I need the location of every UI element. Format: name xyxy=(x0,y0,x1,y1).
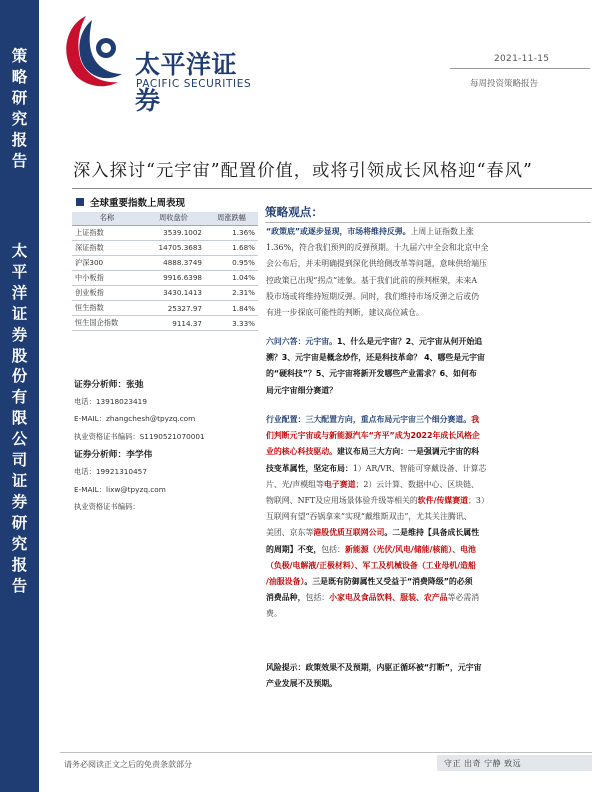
table-cell: 3430.1413 xyxy=(142,285,205,300)
sidebar-char: 公 xyxy=(11,430,28,449)
sidebar-char: 报 xyxy=(11,555,28,574)
table-cell: 1.36% xyxy=(205,225,258,240)
table-cell: 沪深300 xyxy=(72,255,142,270)
paragraph-lead: “政策底”或逐步显现，市场将维持反弹。 xyxy=(266,227,411,236)
table-cell: 25327.97 xyxy=(142,300,205,315)
sidebar-char: 报 xyxy=(11,131,28,149)
sidebar-char: 告 xyxy=(11,576,28,595)
title-divider xyxy=(72,188,592,189)
table-header-row xyxy=(72,212,258,225)
table-cell: 0.95% xyxy=(205,255,258,270)
logo-mark-icon xyxy=(62,12,132,96)
footer-motto: 守正 出奇 宁静 致远 xyxy=(444,759,522,768)
table-cell: 14705.3683 xyxy=(142,240,205,255)
sidebar-char: 平 xyxy=(11,262,28,281)
sidebar-char: 限 xyxy=(11,409,28,428)
index-table xyxy=(72,212,258,331)
analyst-1-phone: 电话：13918023419 xyxy=(74,397,147,406)
table-row xyxy=(72,316,258,331)
table-cell: 1.84% xyxy=(205,300,258,315)
index-table-title: 全球重要指数上周表现 xyxy=(90,198,186,209)
table-cell: 1.68% xyxy=(205,240,258,255)
strategy-view-divider xyxy=(265,222,591,223)
table-row xyxy=(72,270,258,285)
sidebar-char: 究 xyxy=(11,110,28,128)
table-cell: 3539.1002 xyxy=(142,225,205,240)
table-cell: 恒生指数 xyxy=(72,300,142,315)
report-date: 2021-11-15 xyxy=(494,54,550,64)
table-cell: 1.04% xyxy=(205,270,258,285)
analyst-2-email: E-MAIL：lixw@tpyzq.com xyxy=(74,485,166,494)
sidebar-char: 份 xyxy=(11,367,28,386)
column-header: 名称 xyxy=(72,212,142,225)
company-logo xyxy=(62,12,262,115)
footer-disclaimer: 请务必阅读正文之后的免责条款部分 xyxy=(64,760,192,769)
sidebar-char: 略 xyxy=(11,68,28,86)
paragraph-lead: 六问六答：元宇宙。 xyxy=(266,337,338,346)
sidebar-char: 券 xyxy=(11,492,28,511)
paragraph-metaverse-qa: 六问六答：元宇宙。1、什么是元宇宙？2、元宇宙从何开始追 溯？3、元宇宙是概念炒作，还是科技革命？ 4、哪些是元宇宙 的“硬科技”？5、元宇宙将新开发哪些产业需求？6、如何布 局元宇宙细分赛道？ xyxy=(266,337,485,395)
table-row xyxy=(72,300,258,315)
table-cell: 2.31% xyxy=(205,285,258,300)
square-bullet-icon xyxy=(76,198,84,206)
table-cell: 深证指数 xyxy=(72,240,142,255)
paragraph-sector-allocation: 行业配置：三大配置方向，重点布局元宇宙三个细分赛道。我 们判断元宇宙或与新能源汽车“齐平”成为2022年成长风格企 业的核心科技驱动。建议布局三大方向：一是强调元宇宙的科 技变革属性，坚定布局：1）AR/VR、智能可穿戴设备、计算芯 片、光/声模组等电子赛道；2）云计算、数据中心、区块链、 物联网、NFT及应用场景体验升级等相关的软件/传媒赛道；3） 互联网有望“吞锅拿来”实现“戴维斯双击”，尤其关注腾讯、 美团、京东等港股优质互联网公司。二是维持【具备成长属性 的周期】不变，包括：新能源（光伏/风电/储能/核能）、电池 （负极/电解液/正极材料）、军工及机械设备（工业母机/造船 /油服设备）。三是既有防御属性又受益于“消费降级”的必须 消费品种，包括：小家电及食品饮料、服装、农产品等必需消 费。 xyxy=(266,415,489,619)
paragraph-policy-bottom: “政策底”或逐步显现，市场将维持反弹。上周上证指数上涨 1.36%，符合我们预判的反弹预期。十九届六中全会和北京中全 会公布后，并未明确提到深化供给侧改革等问题，意味供给端压 控政策已出现“拐点”迹象。基于我们此前的预判框架，未来A 股市场或将维持短期反弹。同时，我们维持市场反弹之后或仍 有进一步探底可能性的判断，建议高位减仓。 xyxy=(266,227,489,318)
sidebar-char: 洋 xyxy=(11,283,28,302)
paragraph-risk-warning: 风险提示：政策效果不及预期，内驱正循环被“打断”，元宇宙 产业发展不及预期。 xyxy=(266,663,482,689)
sidebar-char: 证 xyxy=(11,471,28,490)
sidebar-char: 司 xyxy=(11,451,28,470)
report-type: 每周投资策略报告 xyxy=(470,79,539,89)
sidebar-company-label xyxy=(0,241,39,596)
sidebar-char: 证 xyxy=(11,304,28,323)
table-row xyxy=(72,285,258,300)
index-table-header xyxy=(72,195,258,209)
sidebar-char: 太 xyxy=(11,242,28,260)
sidebar-char: 券 xyxy=(11,325,28,344)
analyst-1-email: E-MAIL：zhangchesh@tpyzq.com xyxy=(74,414,196,423)
header-divider xyxy=(450,68,590,69)
sidebar-char: 策 xyxy=(11,47,28,65)
brand-name-en: PACIFIC SECURITIES xyxy=(136,78,252,90)
sidebar-char: 告 xyxy=(11,152,28,170)
table-cell: 创业板指 xyxy=(72,285,142,300)
strategy-view-heading: 策略观点： xyxy=(265,205,323,219)
analyst-2-phone: 电话：19921310457 xyxy=(74,467,147,476)
paragraph-lead: 风险提示： xyxy=(266,663,306,672)
table-cell: 3.33% xyxy=(205,316,258,331)
table-row xyxy=(72,225,258,240)
table-cell: 4888.3749 xyxy=(142,255,205,270)
table-cell: 9114.37 xyxy=(142,316,205,331)
table-cell: 9916.6398 xyxy=(142,270,205,285)
column-header: 周涨跌幅 xyxy=(205,212,258,225)
analyst-1-license: 执业资格证书编码：S1190521070001 xyxy=(74,432,205,441)
analyst-2-name: 证券分析师：李学伟 xyxy=(74,450,153,460)
sidebar-char: 研 xyxy=(11,89,28,107)
brand-name-cn: 太平洋证券 xyxy=(135,50,238,115)
sidebar-char: 股 xyxy=(11,346,28,365)
sidebar-char: 究 xyxy=(11,534,28,553)
table-cell: 恒生国企指数 xyxy=(72,316,142,331)
table-cell: 上证指数 xyxy=(72,225,142,240)
table-row xyxy=(72,255,258,270)
footer-divider xyxy=(60,752,592,753)
analyst-2-license: 执业资格证书编码： xyxy=(74,502,140,511)
report-title: 深入探讨“元宇宙”配置价值，或将引领成长风格迎“春风” xyxy=(73,161,533,181)
paragraph-lead: 行业配置： xyxy=(266,415,306,424)
sidebar-char: 有 xyxy=(11,388,28,407)
table-row xyxy=(72,240,258,255)
sidebar-char: 研 xyxy=(11,513,28,532)
table-cell: 中小板指 xyxy=(72,270,142,285)
column-header: 周收盘价 xyxy=(142,212,205,225)
analyst-1-name: 证券分析师：张弛 xyxy=(74,380,144,390)
sidebar-report-category xyxy=(0,46,39,172)
